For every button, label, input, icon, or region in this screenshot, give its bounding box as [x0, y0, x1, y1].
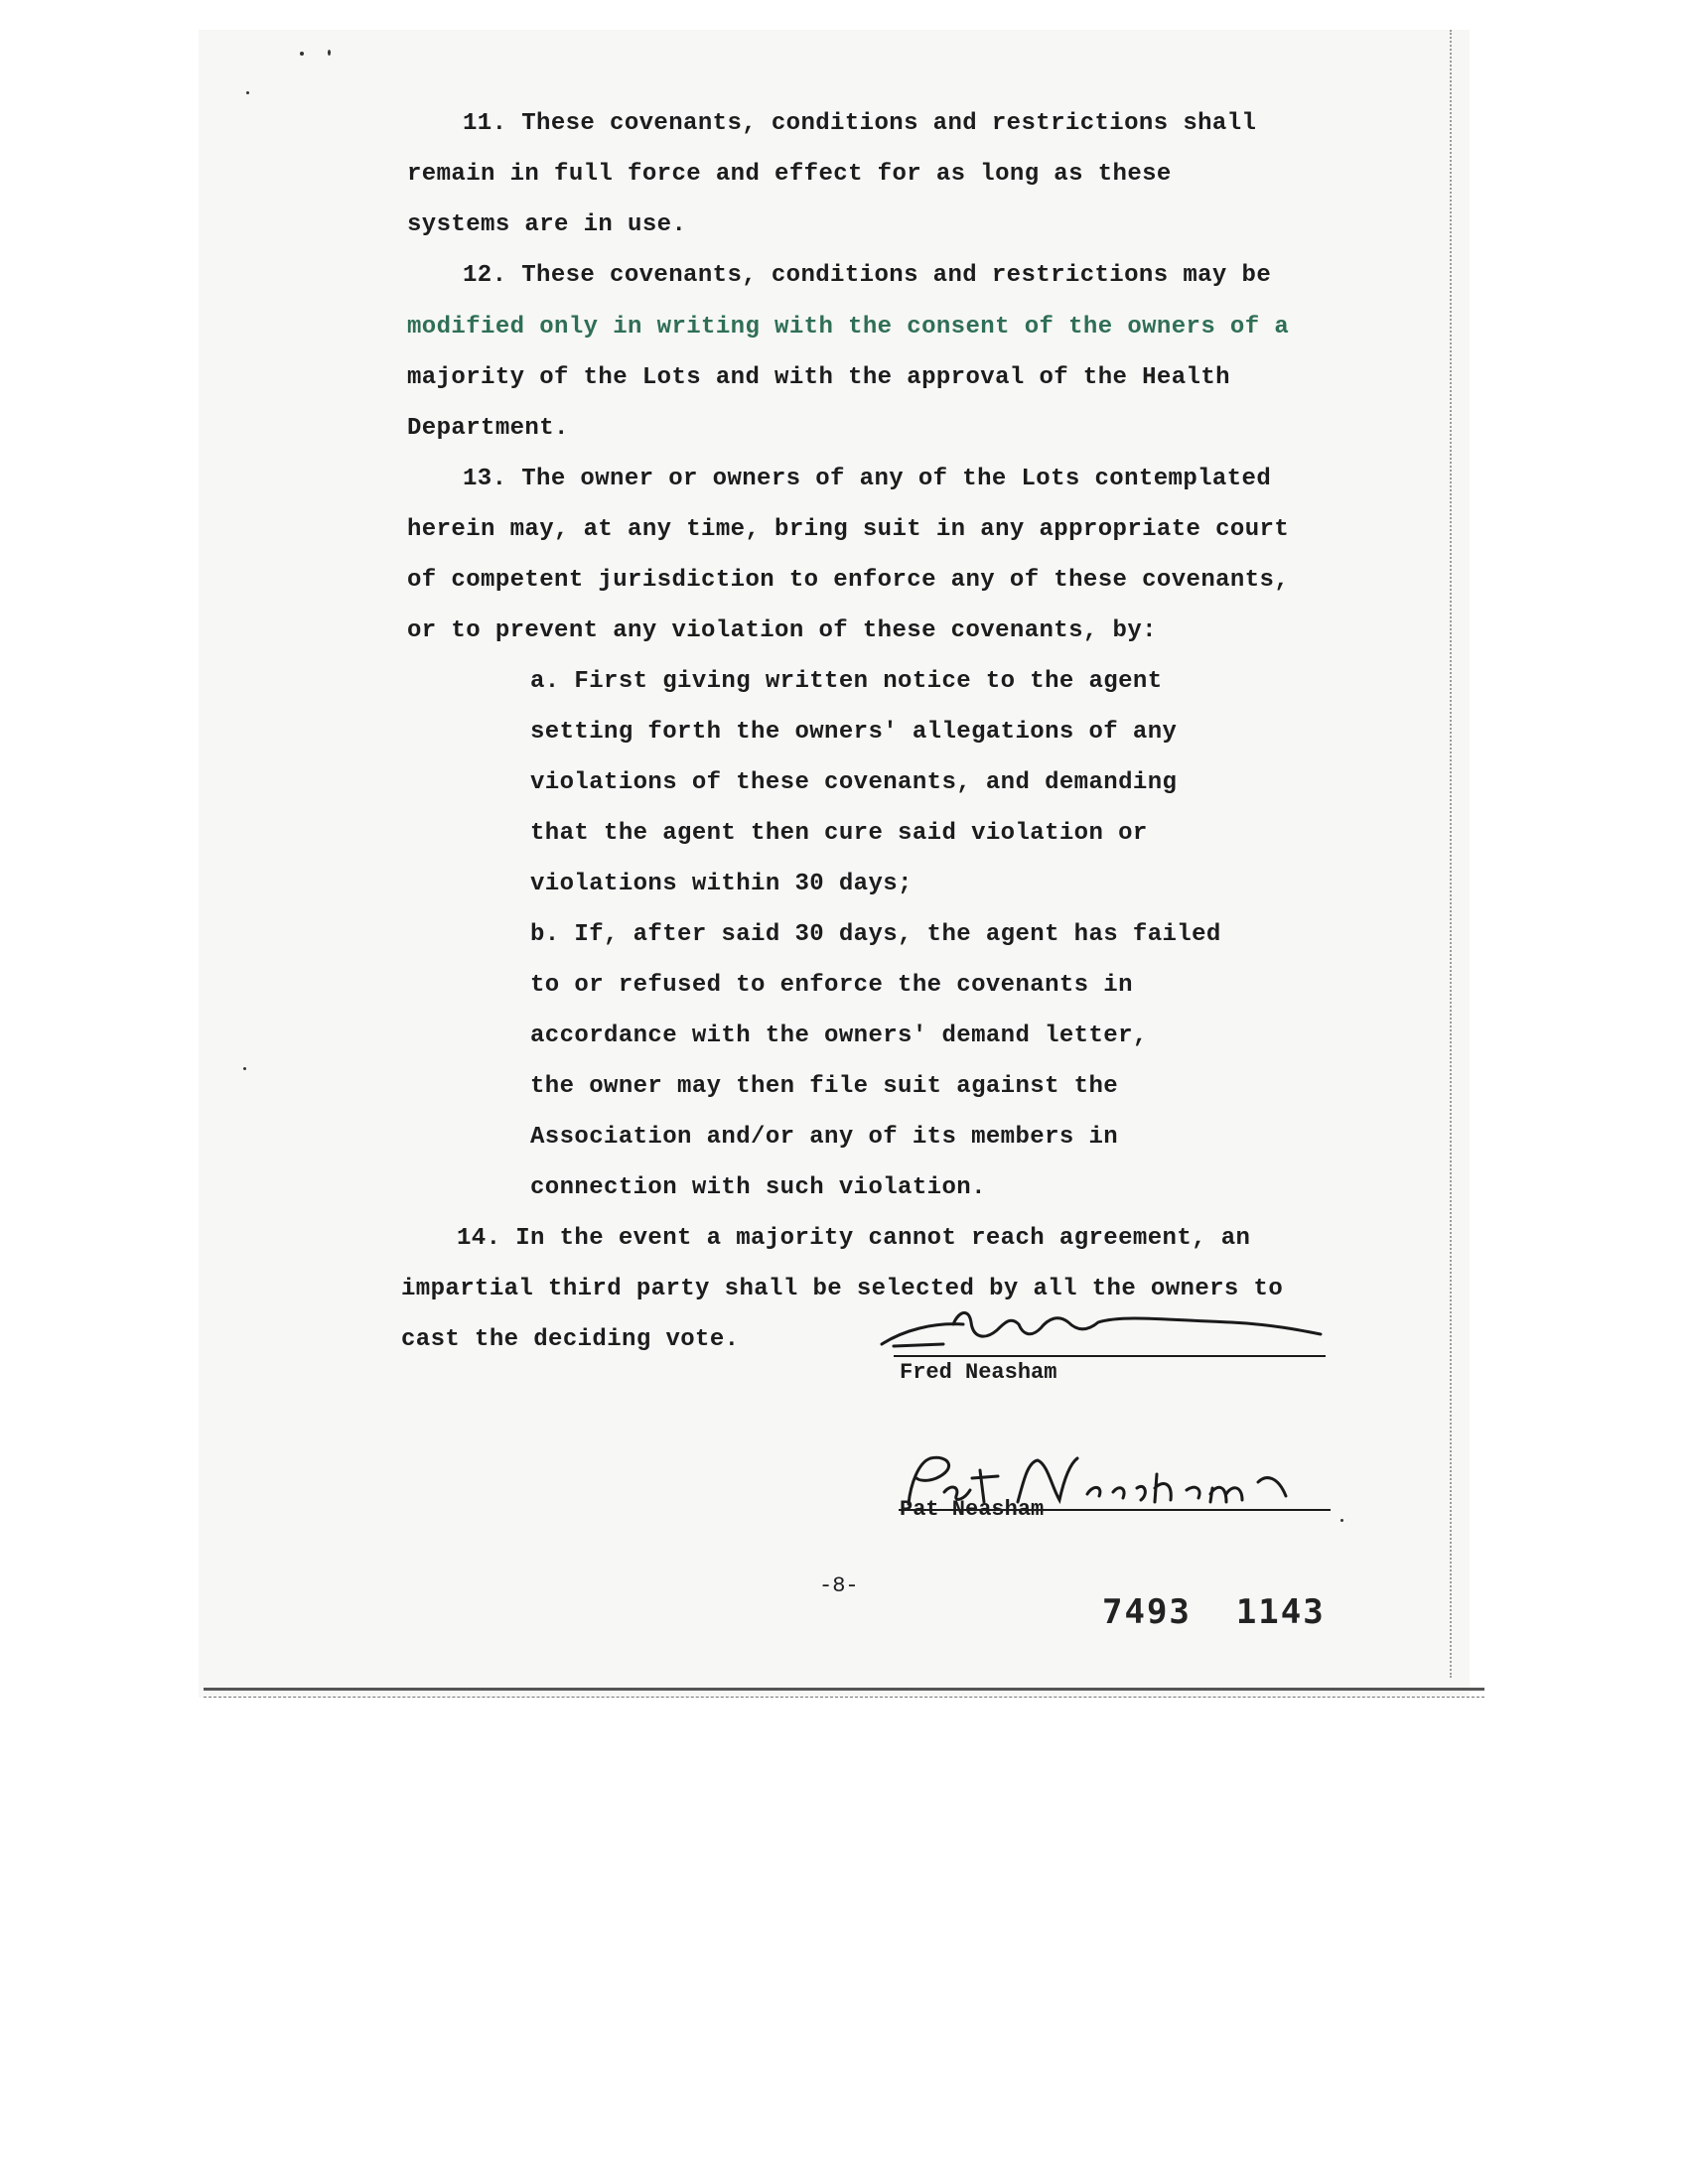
- p13b-line-2: to or refused to enforce the covenants in: [530, 972, 1133, 999]
- signature-name-pat: Pat Neasham: [900, 1497, 1045, 1522]
- p14-line-2: impartial third party shall be selected by all the owners to: [401, 1276, 1284, 1302]
- p11-line-1: 11. These covenants, conditions and restrictions shall: [463, 110, 1257, 137]
- p13-line-4: or to prevent any violation of these covenants, by:: [407, 617, 1157, 644]
- p12-line-3: majority of the Lots and with the approval of the Health: [407, 364, 1230, 391]
- p13b-line-6: connection with such violation.: [530, 1174, 986, 1201]
- p13a-line-3: violations of these covenants, and demanding: [530, 769, 1178, 796]
- p13b-line-5: Association and/or any of its members in: [530, 1124, 1119, 1151]
- signature-name-fred: Fred Neasham: [900, 1360, 1057, 1385]
- page-right-edge: [1450, 30, 1462, 1678]
- p13a-line-5: violations within 30 days;: [530, 871, 913, 897]
- p13b-line-4: the owner may then file suit against the: [530, 1073, 1119, 1100]
- page-number: -8-: [819, 1573, 859, 1598]
- p13b-line-1: b. If, after said 30 days, the agent has failed: [530, 921, 1221, 948]
- p13-line-2: herein may, at any time, bring suit in any appropriate court: [407, 516, 1290, 543]
- p13-line-3: of competent jurisdiction to enforce any of these covenants,: [407, 567, 1290, 594]
- scan-speck: [243, 1067, 246, 1070]
- p11-line-2: remain in full force and effect for as long as these: [407, 161, 1172, 188]
- p12-line-2: modified only in writing with the consent of the owners of a: [407, 314, 1290, 341]
- p11-line-3: systems are in use.: [407, 211, 687, 238]
- p12-line-1: 12. These covenants, conditions and restrictions may be: [463, 262, 1272, 289]
- p14-line-3: cast the deciding vote.: [401, 1326, 740, 1353]
- page-bottom-edge: [204, 1688, 1484, 1698]
- p12-line-4: Department.: [407, 415, 569, 442]
- scan-speck: [246, 91, 249, 94]
- p13a-line-4: that the agent then cure said violation or: [530, 820, 1148, 847]
- scan-speck: [300, 52, 304, 56]
- recording-stamp-number: 7493 1143: [1102, 1592, 1326, 1632]
- p13a-line-2: setting forth the owners' allegations of any: [530, 719, 1178, 746]
- p13b-line-3: accordance with the owners' demand letter,: [530, 1023, 1148, 1049]
- scan-speck: [328, 50, 331, 56]
- p14-line-1: 14. In the event a majority cannot reach agreement, an: [457, 1225, 1251, 1252]
- p13a-line-1: a. First giving written notice to the agent: [530, 668, 1163, 695]
- p13-line-1: 13. The owner or owners of any of the Lots contemplated: [463, 466, 1272, 492]
